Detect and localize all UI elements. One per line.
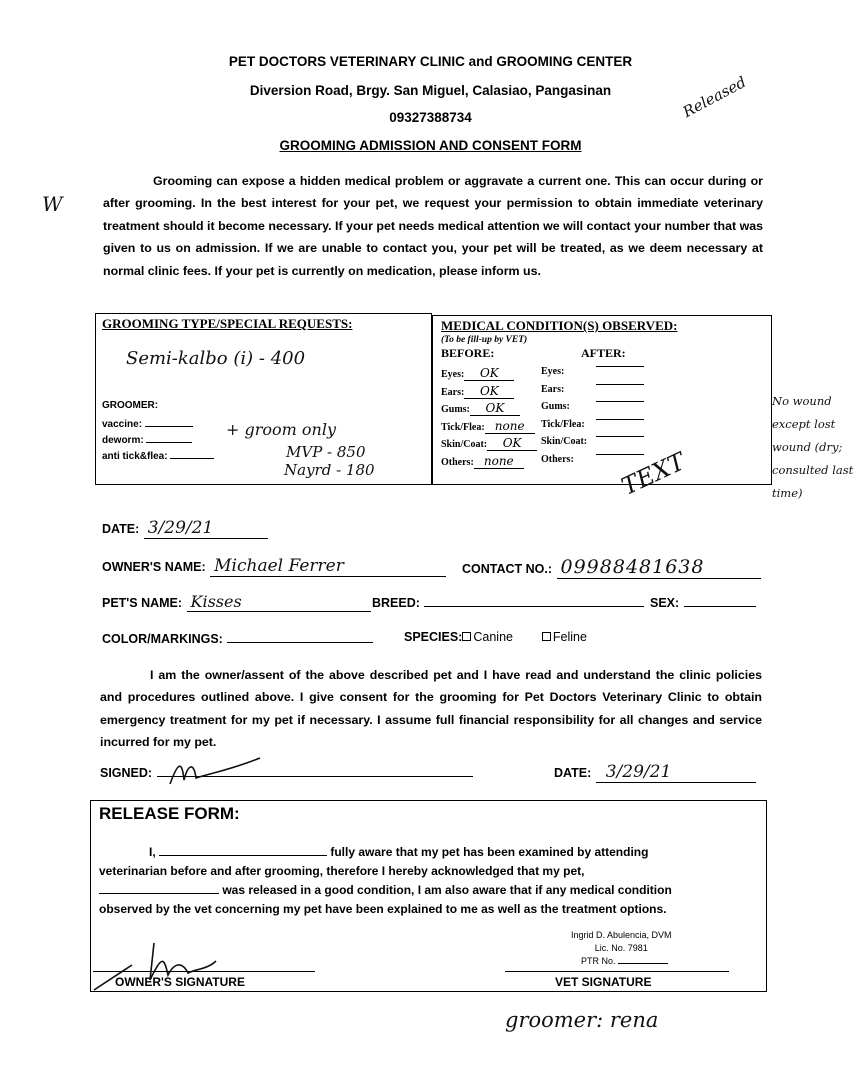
vet-ptr: PTR No.	[581, 956, 616, 966]
after-label: AFTER:	[581, 346, 626, 360]
medical-row-after[interactable]	[596, 419, 644, 420]
medical-row-after-label: Skin/Coat:	[541, 436, 588, 447]
signed-date-field[interactable]: 3/29/21	[596, 762, 756, 783]
medical-row-after-label: Others:	[541, 453, 574, 465]
grooming-box-title: GROOMING TYPE/SPECIAL REQUESTS:	[102, 316, 353, 331]
owner-signature-mark	[160, 752, 270, 792]
release-line3-suffix: was released in a good condition, I am also aware that if any medical condition	[222, 883, 672, 897]
note-groom-only: + groom only	[226, 420, 336, 439]
canine-label: Canine	[473, 630, 513, 644]
medical-row	[441, 384, 761, 399]
release-line4: observed by the vet concerning my pet have been explained to me as well as the treatment options.	[99, 902, 667, 916]
pet-field[interactable]: Kisses	[187, 592, 371, 612]
medical-row-after-label: Gums:	[541, 401, 570, 412]
groomer-label: GROOMER:	[102, 400, 159, 411]
breed-label: BREED:	[372, 596, 420, 610]
release-line1-suffix: fully aware that my pet has been examined by attending	[330, 845, 649, 859]
intro-paragraph: Grooming can expose a hidden medical problem or aggravate a current one. This can occur during or after grooming. In the best interest for your pet, we request your permission to obtain immediate veterinary treatment should it become necessary. If your pet needs medical attention we will contact your number that was given to us on admission. If we are unable to contact you, your pet will be treated, as we deem necessary at normal clinic fees. If your pet is currently on medication, please inform us.	[103, 174, 763, 278]
date-field[interactable]: 3/29/21	[144, 518, 268, 539]
released-note: Released	[679, 72, 750, 122]
pet-label: PET'S NAME:	[102, 596, 183, 610]
medical-row-label: Gums:	[441, 404, 470, 415]
vet-name: Ingrid D. Abulencia, DVM	[571, 930, 672, 940]
medical-row-after-label: Ears:	[541, 383, 565, 395]
medical-row-label: Others:	[441, 456, 474, 468]
vaccine-field[interactable]	[145, 426, 193, 427]
sex-field[interactable]	[684, 592, 756, 607]
release-owner-name-field[interactable]	[159, 855, 327, 856]
medical-row-after[interactable]	[596, 436, 644, 437]
release-title: RELEASE FORM:	[99, 804, 240, 823]
medical-box	[432, 315, 772, 485]
medical-box-subtitle: (To be fill-up by VET)	[441, 335, 528, 345]
medical-row	[441, 401, 761, 416]
medical-row-after-label: Tick/Flea:	[541, 418, 585, 430]
feline-label: Feline	[552, 630, 587, 644]
contact-field[interactable]: 09988481638	[557, 556, 761, 579]
medical-row-after[interactable]	[596, 401, 644, 402]
vet-signature-line[interactable]	[505, 971, 729, 972]
color-field[interactable]	[227, 628, 373, 643]
deworm-field[interactable]	[146, 442, 192, 443]
medical-row-before[interactable]: none	[474, 454, 524, 469]
antitick-label: anti tick&flea:	[102, 451, 168, 462]
before-label: BEFORE:	[441, 346, 495, 360]
vet-license: Lic. No. 7981	[594, 943, 648, 953]
owner-label: OWNER'S NAME:	[102, 560, 206, 574]
medical-row-before[interactable]: OK	[470, 401, 520, 416]
vet-initials: TEXT	[617, 447, 690, 501]
note-nayrd: Nayrd - 180	[284, 461, 375, 479]
medical-row-before[interactable]: OK	[464, 366, 514, 381]
owner-field[interactable]: Michael Ferrer	[210, 556, 446, 577]
consent-paragraph: I am the owner/assent of the above described pet and I have read and understand the clinic policies and procedures outlined above. I give consent for the grooming for Pet Doctors Veterinary Clinic to obtain emergency treatment for my pet if necessary. I assume full financial responsibility for all changes and service incurred for my pet.	[100, 668, 762, 750]
medical-row-before[interactable]: OK	[464, 384, 514, 399]
vet-signature-label: VET SIGNATURE	[555, 975, 652, 989]
medical-row-after[interactable]	[596, 454, 644, 455]
breed-field[interactable]	[424, 592, 644, 607]
medical-row-label: Eyes:	[441, 369, 465, 380]
medical-row-label: Tick/Flea:	[441, 421, 485, 433]
medical-row	[441, 454, 761, 469]
groomer-note: groomer: rena	[505, 1008, 659, 1032]
form-title: GROOMING ADMISSION AND CONSENT FORM	[279, 138, 582, 153]
color-label: COLOR/MARKINGS:	[102, 632, 223, 646]
grooming-request: Semi-kalbo (i) - 400	[126, 348, 306, 369]
vet-stamp	[571, 929, 672, 968]
medical-row	[441, 419, 761, 434]
medical-box-title: MEDICAL CONDITION(S) OBSERVED:	[441, 318, 678, 333]
clinic-address: Diversion Road, Brgy. San Miguel, Calasiao, Pangasinan	[249, 83, 612, 98]
release-pet-name-field[interactable]	[99, 893, 219, 894]
medical-row	[441, 366, 761, 381]
medical-row-after[interactable]	[596, 366, 644, 367]
medical-row-before[interactable]: none	[485, 419, 535, 434]
deworm-label: deworm:	[102, 435, 144, 446]
medical-row-after[interactable]	[596, 384, 644, 385]
medical-row-before[interactable]: OK	[487, 436, 537, 451]
right-margin-note: No wound except lost wound (dry; consulted last time)	[772, 394, 854, 500]
note-mvp: MVP - 850	[286, 443, 366, 461]
left-margin-mark: W	[42, 192, 63, 216]
vaccine-label: vaccine:	[102, 419, 143, 430]
contact-label: CONTACT NO.:	[462, 562, 553, 576]
medical-row	[441, 436, 761, 451]
medical-row-label: Ears:	[441, 386, 465, 398]
signed-date-label: DATE:	[554, 766, 592, 780]
owner-signature-label: OWNER'S SIGNATURE	[115, 975, 245, 989]
date-label: DATE:	[102, 522, 140, 536]
medical-row-after-label: Eyes:	[541, 366, 565, 377]
antitick-field[interactable]	[170, 458, 214, 459]
feline-checkbox[interactable]	[542, 632, 551, 641]
release-line1-prefix: I,	[149, 845, 156, 859]
canine-checkbox[interactable]	[462, 632, 471, 641]
release-line2: veterinarian before and after grooming, therefore I hereby acknowledged that my pet,	[99, 864, 585, 878]
sex-label: SEX:	[650, 596, 680, 610]
clinic-phone: 09327388734	[389, 110, 472, 125]
species-label: SPECIES:	[404, 630, 463, 644]
clinic-name: PET DOCTORS VETERINARY CLINIC and GROOMING CENTER	[228, 54, 633, 69]
medical-row-label: Skin/Coat:	[441, 439, 488, 450]
grooming-box	[95, 313, 432, 485]
signed-label: SIGNED:	[100, 766, 153, 780]
release-owner-signature-mark	[92, 935, 242, 995]
